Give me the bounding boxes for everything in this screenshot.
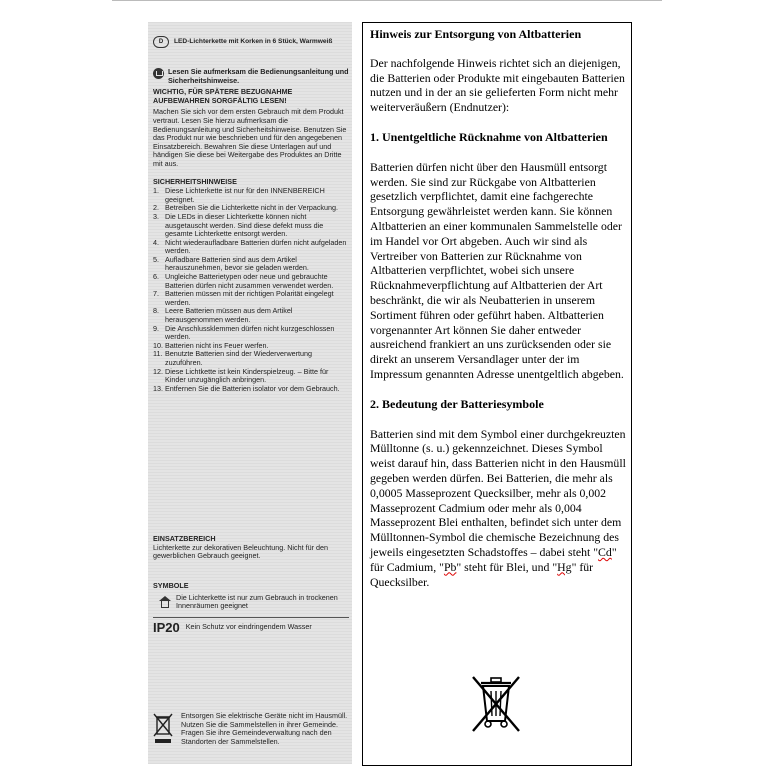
safety-title: SICHERHEITSHINWEISE [153,176,237,186]
safety-item-text: Aufladbare Batterien sind aus dem Artikel herauszunehmen, bevor sie geladen werden. [165,254,309,273]
safety-item-text: Ungleiche Batterietypen oder neue und gebrauchte Batterien dürfen nicht zusammen verwendet werden. [165,272,334,290]
section-2-title: 2. Bedeutung der Batteriesymbole [370,396,544,411]
symbols-title: SYMBOLE [153,581,189,590]
read-manual-icon [153,68,164,79]
disposal-section [153,712,349,751]
use-section [153,535,349,561]
battery-disposal-notice [362,22,632,766]
ip-rating-row [153,617,349,635]
safety-item-number: 1. [153,186,159,196]
crossed-out-bin-icon [469,673,523,741]
country-badge: D [153,36,169,48]
section-2-text-a: Batterien sind mit dem Symbol einer durchgekreuzten Mülltonne (s. u.) gekennzeichnet. Dieses Symbol weist darauf hin, dass Batterien nicht in den Hausmüll gegeben werden dürfen. Bei Batterien, die mehr als 0,0005 Masseprozent Quecksilber, mehr als 0,002 Masseprozent Cadmium oder mehr als 0,004 Masseprozent Blei enthalten, befindet sich unter dem Mülltonnen-Symbol die chemische Bezeichnung des jeweils eingesetzten Schadstoffes – dabei steht " [370,426,626,559]
safety-item-number: 6. [153,272,159,282]
safety-item-text: Diese Lichtkette ist kein Kinderspielzeug. – Bitte für Kinder unzugänglich anbringen. [165,366,329,385]
safety-item-text: Die Anschlussklemmen dürfen nicht kurzgeschlossen werden. [165,323,335,342]
leaflet-header [153,36,349,48]
notice-title: Hinweis zur Entsorgung von Altbatterien [370,27,582,41]
safety-item-number: 13. [153,383,163,393]
crossed-bin-icon [153,712,173,751]
notice-intro: Der nachfolgende Hinweis richtet sich an diejenigen, die Batterien oder Produkte mit eingebauten Batterien nutzen und in der an sie gelieferten Form nicht mehr weiterveräußern (Endnutzer): [370,55,625,115]
safety-list [153,187,349,393]
product-name: LED-Lichterkette mit Korken in 6 Stück, Warmweiß [174,37,333,45]
symbol-hg: Hg [557,559,572,574]
safety-item-number: 7. [153,289,159,299]
safety-item-text: Betreiben Sie die Lichterkette nicht in der Verpackung. [165,203,339,213]
safety-item-number: 11. [153,349,163,359]
safety-item [153,325,349,342]
safety-item [153,368,349,385]
safety-item-text: Leere Batterien müssen aus dem Artikel herausgenommen werden. [165,306,293,325]
safety-item-number: 5. [153,254,159,264]
safety-item-number: 4. [153,237,159,247]
ip-code: IP20 [153,619,180,635]
safety-item [153,187,349,204]
safety-item-number: 9. [153,323,159,333]
read-notice [153,68,349,85]
safety-item [153,273,349,290]
use-text: Lichterkette zur dekorativen Beleuchtung. Nicht für den gewerblichen Gebrauch geeignet. [153,542,328,561]
safety-item-text: Benutzte Batterien sind der Wiederverwertung zuzuführen. [165,349,313,367]
symbol-pb: Pb [443,559,457,574]
safety-item-text: Batterien müssen mit der richtigen Polarität eingelegt werden. [165,289,334,307]
safety-item [153,385,349,394]
safety-item-number: 2. [153,203,159,213]
indoor-text: Die Lichterkette ist nur zum Gebrauch in trockenen Innenräumen geeignet [176,592,338,611]
safety-item-number: 8. [153,306,159,316]
safety-item-text: Diese Lichterkette ist nur für den INNENBEREICH geeignet. [165,186,325,204]
section-1-text: Batterien dürfen nicht über den Hausmüll entsorgt werden. Sie sind zur Rückgabe von Altbatterien gesetzlich verpflichtet, damit eine fachgerechte Entsorgung gewährleistet werden kann. Sie können Altbatterien an einer kommunalen Sammelstelle oder im Handel vor Ort abgeben. Auch wir sind als Vertreiber von Batterien zur Rücknahme von Altbatterien verpflichtet, wobei sich unsere Rücknahmeverpflichtung auf Altbatterien der Art beschränkt, die wir als Neubatterien in unserem Sortiment führen oder geführt haben. Altbatterien vorgenannter Art können Sie daher entweder ausreichend frankiert an uns zurücksenden oder sie direkt an unserem Versandlager unter der im Impressum genannten Adresse unentgeltlich abgeben. [370,159,624,381]
disposal-text: Entsorgen Sie elektrische Geräte nicht im Hausmüll. Nutzen Sie die Sammelstellen in ihrer Gemeinde. Fragen Sie ihre Gemeindeverwaltung nach den Standorten der Sammelstellen. [181,711,348,746]
safety-item-text: Entfernen Sie die Batterien isolator vor dem Gebrauch. [165,383,340,393]
safety-item [153,213,349,239]
house-icon [159,596,171,608]
section-2-text-b: " für Cadmium, " [370,544,617,574]
top-divider [112,0,662,1]
safety-item [153,239,349,256]
symbols-section [153,582,349,635]
indoor-symbol-row [153,594,349,611]
instruction-leaflet-scan [148,22,352,764]
safety-item [153,290,349,307]
use-title: EINSATZBEREICH [153,534,216,543]
safety-item [153,256,349,273]
section-2-text-d: " für Quecksilber. [370,559,594,589]
section-2-text [370,427,626,590]
safety-item [153,350,349,367]
section-1-title: 1. Unentgeltliche Rücknahme von Altbatterien [370,129,608,144]
safety-item-number: 10. [153,340,163,350]
safety-item-text: Die LEDs in dieser Lichterkette können nicht ausgetauscht werden. Sind diese defekt muss die gesamte Lichterkette entsorgt werden. [165,211,324,239]
safety-item-text: Nicht wiederaufladbare Batterien dürfen nicht aufgeladen werden. [165,237,347,256]
ip-text: Kein Schutz vor eindringendem Wasser [185,622,312,632]
section-2-text-c: " steht für Blei, und " [456,559,558,574]
leaflet-intro: Machen Sie sich vor dem ersten Gebrauch mit dem Produkt vertraut. Lesen Sie hierzu aufmerksam die Bedienungsanleitung und Sicherheitshinweise. Benutzen Sie das Produkt nur wie beschrieben und für den angegebenen Einsatzbereich. Bewahren Sie diese Unterlagen auf und händigen Sie diese bei Weitergabe des Produktes an Dritte mit aus. [153,107,347,168]
safety-item-number: 3. [153,211,159,221]
read-notice-text: Lesen Sie aufmerksam die Bedienungsanleitung und Sicherheitshinweise. [168,67,349,85]
safety-item-number: 12. [153,366,163,376]
keep-notice: WICHTIG, FÜR SPÄTERE BEZUGNAHME AUFBEWAHREN SORGFÄLTIG LESEN! [153,87,293,105]
safety-item [153,307,349,324]
symbol-cd: Cd [598,544,612,559]
safety-item-text: Batterien nicht ins Feuer werfen. [165,340,269,350]
